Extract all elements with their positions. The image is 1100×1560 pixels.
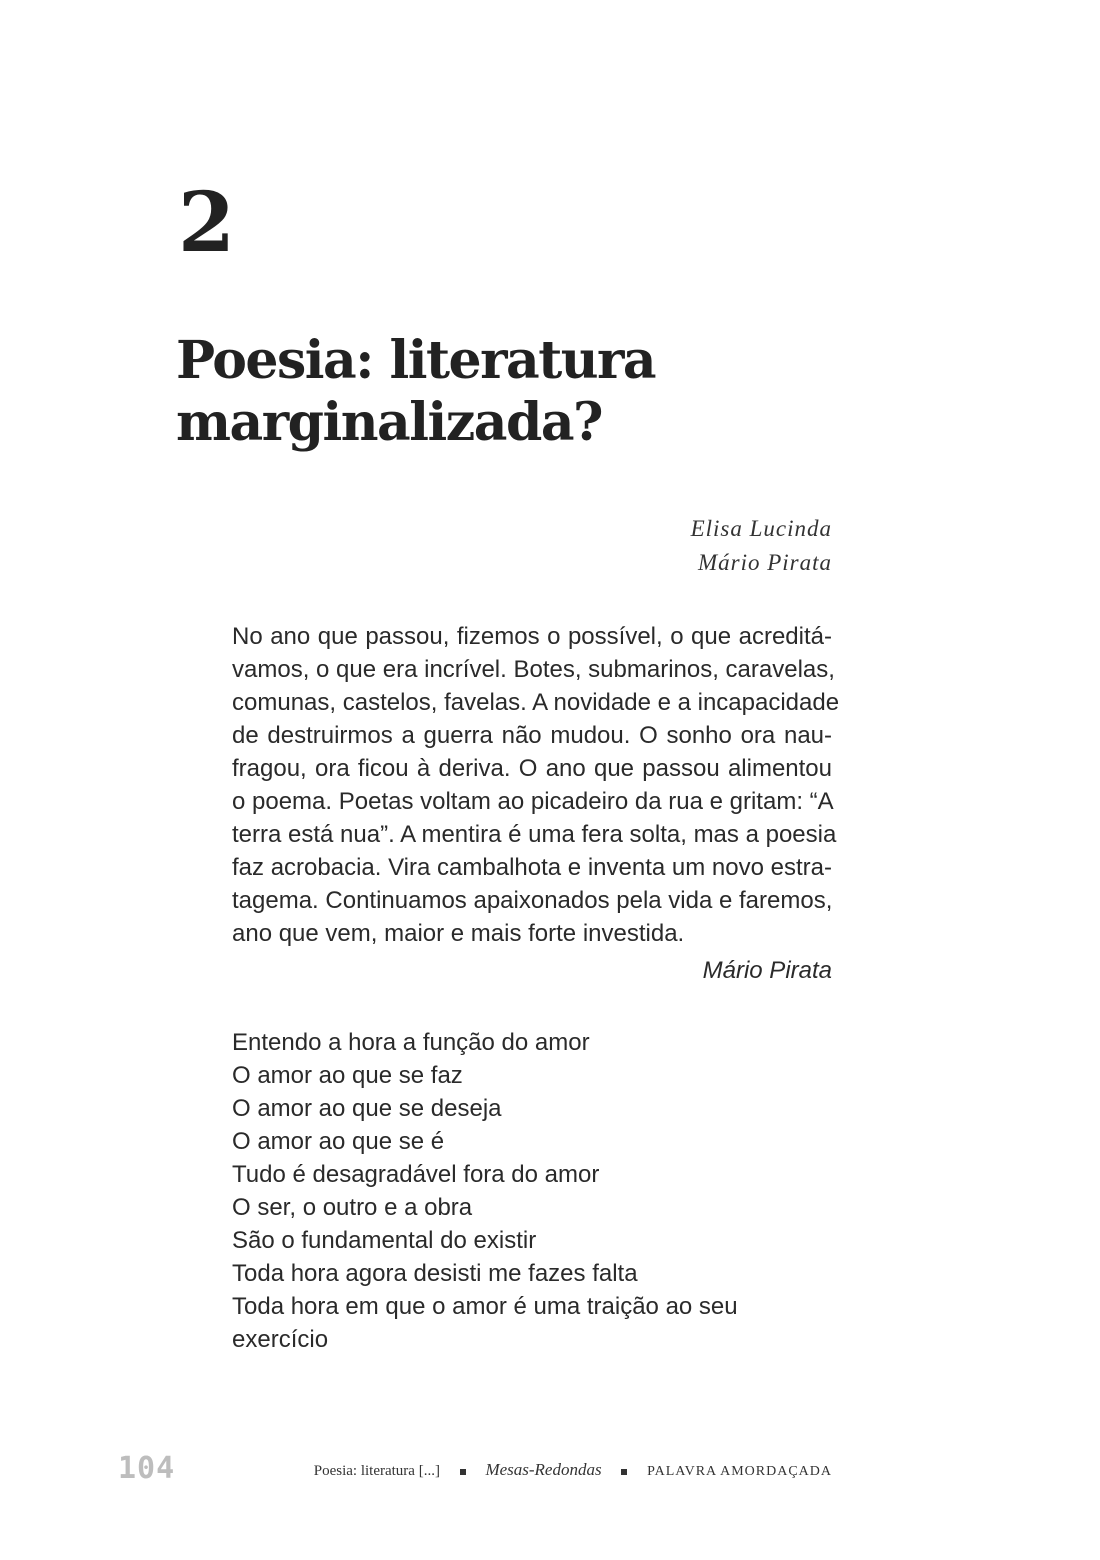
prose-line: de destruirmos a guerra não mudou. O sonho ora nau- bbox=[232, 722, 832, 749]
poem-verse: Toda hora agora desisti me fazes falta bbox=[232, 1260, 638, 1287]
running-head bbox=[314, 1458, 832, 1484]
author-list bbox=[691, 512, 832, 580]
bullet-separator bbox=[621, 1469, 627, 1475]
prose-line: vamos, o que era incrível. Botes, submarinos, caravelas, bbox=[232, 656, 835, 683]
poem-verse: O ser, o outro e a obra bbox=[232, 1194, 473, 1221]
prose-line: No ano que passou, fizemos o possível, o que acreditá- bbox=[232, 623, 832, 650]
poem-verse: O amor ao que se é bbox=[232, 1128, 445, 1155]
prose-line: comunas, castelos, favelas. A novidade e a incapacidade bbox=[232, 689, 840, 716]
poem-verse: exercício bbox=[232, 1326, 329, 1353]
chapter-title bbox=[176, 330, 876, 454]
poem-verse: Tudo é desagradável fora do amor bbox=[232, 1161, 600, 1188]
poem-verse: São o fundamental do existir bbox=[232, 1227, 537, 1254]
running-head-book: PALAVRA AMORDAÇADA bbox=[647, 1464, 832, 1479]
poem-verse: O amor ao que se deseja bbox=[232, 1095, 502, 1122]
poem-verse: Toda hora em que o amor é uma traição ao seu bbox=[232, 1293, 738, 1320]
prose-line: tagema. Continuamos apaixonados pela vida e faremos, bbox=[232, 887, 833, 914]
prose-line: terra está nua”. A mentira é uma fera solta, mas a poesia bbox=[232, 821, 837, 848]
prose-line: faz acrobacia. Vira cambalhota e inventa um novo estra- bbox=[232, 854, 832, 881]
prose-paragraph bbox=[232, 620, 840, 950]
prose-signature: Mário Pirata bbox=[702, 957, 832, 984]
page-number: 104 bbox=[118, 1451, 176, 1486]
prose-line: ano que vem, maior e mais forte investida. bbox=[232, 920, 685, 947]
chapter-number: 2 bbox=[178, 175, 236, 271]
bullet-separator bbox=[460, 1469, 466, 1475]
chapter-title-line: marginalizada? bbox=[176, 392, 602, 453]
page-footer bbox=[118, 1452, 838, 1488]
running-head-series: Mesas-Redondas bbox=[485, 1460, 602, 1479]
prose-line: fragou, ora ficou à deriva. O ano que passou alimentou bbox=[232, 755, 832, 782]
prose-line: o poema. Poetas voltam ao picadeiro da rua e gritam: “A bbox=[232, 788, 834, 815]
running-head-chapter: Poesia: literatura [...] bbox=[313, 1463, 440, 1479]
poem bbox=[232, 1026, 852, 1356]
author-name: Elisa Lucinda bbox=[690, 516, 832, 541]
chapter-title-line: Poesia: literatura bbox=[176, 330, 656, 391]
poem-verse: O amor ao que se faz bbox=[232, 1062, 463, 1089]
author-name: Mário Pirata bbox=[697, 550, 832, 575]
poem-verse: Entendo a hora a função do amor bbox=[232, 1029, 590, 1056]
